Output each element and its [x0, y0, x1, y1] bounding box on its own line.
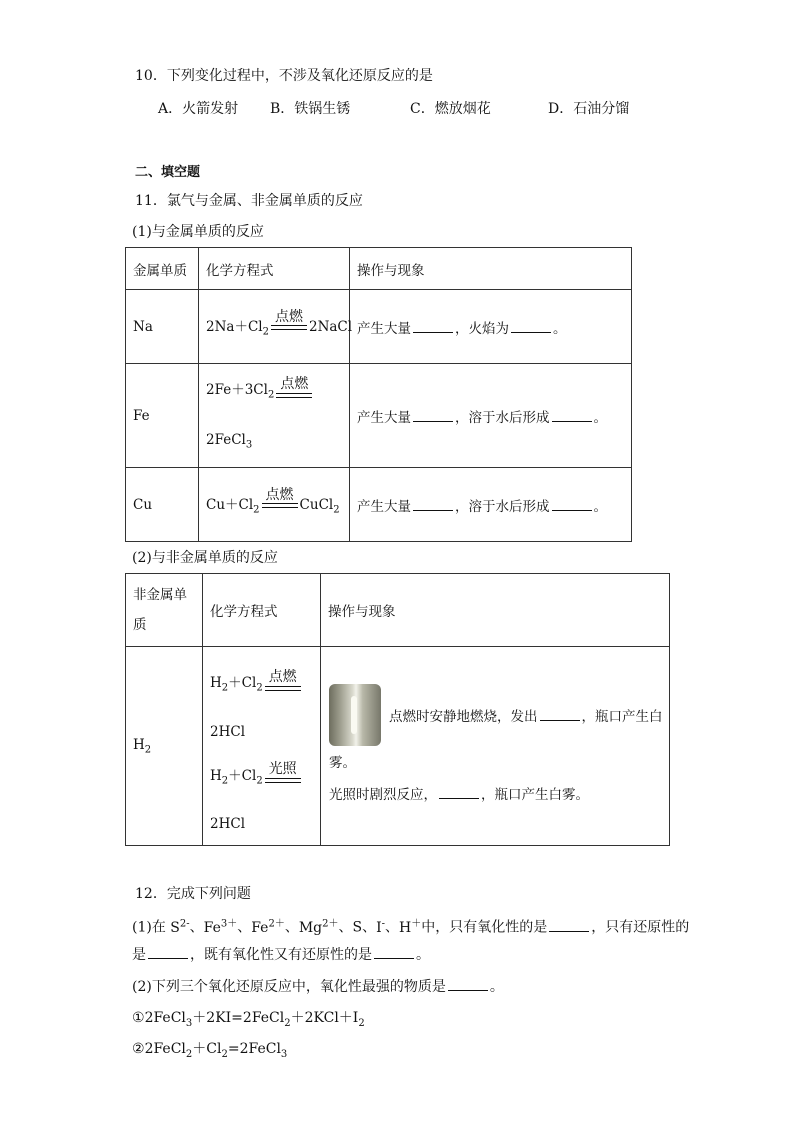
phenomenon-text: 产生大量 — [357, 498, 411, 515]
phenomenon-cell — [350, 290, 632, 364]
ion: $Fe^{2+}$ — [251, 918, 285, 936]
ion: H＋ — [399, 918, 422, 936]
reaction-condition: 点燃 — [268, 668, 297, 685]
q10-option-d[interactable]: D．石油分馏 — [548, 101, 630, 117]
equation-text: 2Fe＋3Cl — [206, 381, 268, 398]
answer-blank[interactable] — [540, 706, 580, 721]
table-row — [126, 647, 670, 846]
q11-stem: 11．氯气与金属、非金属单质的反应 — [135, 193, 363, 209]
double-line-icon — [265, 778, 301, 783]
reaction-condition: 点燃 — [265, 486, 294, 503]
equation-text: 2NaCl — [308, 319, 353, 336]
header-cell: 金属单质 — [126, 248, 199, 290]
subscript: 2 — [267, 389, 275, 401]
q12-part1-line2: 是 ，既有氧化性又有还原性的是 。 — [132, 944, 430, 965]
table-header-row — [126, 248, 632, 290]
reaction-condition: 点燃 — [274, 308, 303, 325]
table-row — [126, 468, 632, 542]
phenomenon-text: 。 — [593, 498, 607, 515]
q11-part2-title: (2)与非金属单质的反应 — [132, 550, 278, 566]
reaction-1: $①2FeCl_3+2KI=2FeCl_2+2KCl+I_2$ — [132, 1010, 365, 1029]
q10-option-b[interactable]: B．铁锅生锈 — [270, 101, 351, 117]
phenomenon-cell — [321, 647, 670, 846]
element-cell — [126, 647, 203, 846]
phenomenon-text: 雾。 — [329, 755, 356, 771]
subscript: 2 — [256, 682, 263, 694]
answer-blank[interactable] — [148, 944, 188, 959]
phenomenon-text: 。 — [553, 320, 567, 337]
subscript: 2 — [256, 775, 263, 787]
subscript: 3 — [245, 439, 253, 451]
double-line-icon — [276, 393, 312, 398]
ion: $S^{2-}$ — [170, 918, 190, 936]
reaction-arrow — [262, 486, 298, 516]
equation — [206, 486, 340, 516]
phenomenon-text: ，溶于水后形成 — [455, 409, 550, 426]
table-row — [126, 290, 632, 364]
equation-cell — [199, 468, 350, 542]
table-row — [126, 364, 632, 468]
circled-number: ② — [132, 1041, 145, 1057]
double-line-icon — [265, 686, 301, 691]
element-text: H — [133, 736, 145, 753]
reaction-arrow — [265, 668, 301, 699]
q12-stem: 12．完成下列问题 — [135, 886, 251, 902]
element-cell: Fe — [126, 364, 199, 468]
phenomenon-text: ，溶于水后形成 — [455, 498, 550, 515]
reaction-condition: 点燃 — [280, 375, 309, 392]
answer-blank[interactable] — [439, 784, 479, 799]
ion: I- — [376, 918, 386, 936]
equation-text: 2HCl — [210, 723, 246, 740]
reaction-arrow — [271, 308, 307, 338]
equation-text: 2HCl — [210, 816, 246, 833]
equation-cell — [199, 290, 353, 364]
phenomenon-text: ，瓶口产生白雾。 — [481, 787, 589, 803]
phenomenon-text: 光照时剧烈反应， — [329, 787, 437, 803]
ion: $Fe^{3+}$ — [203, 918, 238, 936]
phenomenon-text: 产生大量 — [357, 320, 411, 337]
phenomenon-cell — [350, 364, 632, 468]
equation-text: H — [210, 675, 222, 691]
answer-blank[interactable] — [511, 318, 551, 333]
answer-blank[interactable] — [552, 407, 592, 422]
section-title: 二、填空题 — [135, 165, 201, 180]
subscript: 2 — [333, 504, 340, 516]
answer-blank[interactable] — [549, 917, 589, 932]
test-tube-photo — [329, 684, 381, 746]
equation-text: H — [210, 767, 222, 784]
double-line-icon — [262, 503, 298, 508]
phenomenon-text: 。 — [593, 409, 607, 426]
phenomenon-text: 产生大量 — [357, 409, 411, 426]
answer-blank[interactable] — [448, 976, 488, 991]
q12-part2: (2)下列三个氧化还原反应中，氧化性最强的物质是 。 — [132, 976, 504, 997]
element-cell: Cu — [126, 468, 199, 542]
equation-text: Cu＋Cl — [206, 497, 254, 514]
reaction-arrow — [265, 761, 301, 791]
circled-number: ① — [132, 1010, 145, 1026]
equation-cell — [203, 647, 321, 846]
table-header-row — [126, 574, 670, 647]
answer-blank[interactable] — [413, 318, 453, 333]
ion: $Mg^{2+}$ — [298, 918, 339, 936]
subscript: 2 — [262, 326, 269, 338]
subscript: 2 — [144, 744, 152, 756]
phenomenon-text: ，火焰为 — [455, 320, 509, 337]
subscript: 2 — [253, 504, 260, 516]
reaction-2: $②2FeCl_2+Cl_2=2FeCl_3$ — [132, 1041, 288, 1060]
equation-cell — [199, 364, 350, 468]
reaction-condition: 光照 — [268, 761, 297, 778]
equation-text: ＋Cl — [228, 675, 257, 691]
subscript: 2 — [221, 775, 229, 787]
element-cell: Na — [126, 290, 199, 364]
answer-blank[interactable] — [374, 944, 414, 959]
metal-reaction-table — [125, 247, 632, 542]
equation-text: ＋Cl — [228, 767, 257, 784]
subscript: 2 — [221, 682, 229, 694]
double-line-icon — [271, 325, 307, 330]
header-cell: 操作与现象 — [321, 574, 670, 647]
nonmetal-reaction-table — [125, 573, 670, 846]
reaction-arrow — [276, 375, 312, 406]
answer-blank[interactable] — [413, 407, 453, 422]
q12-part1-line1: (1)在 $S^{2-}$、$Fe^{3+}$、$Fe^{2+}$、$Mg^{2+}$、S、I-、H＋中，只有氧化性的是 ，只有还原性的 — [132, 918, 690, 936]
q10-option-c[interactable]: C．燃放烟花 — [410, 101, 491, 117]
ion: S — [352, 919, 363, 936]
q11-part1-title: (1)与金属单质的反应 — [132, 224, 264, 240]
equation-text: CuCl — [299, 497, 334, 514]
phenomenon-text: ，瓶口产生白 — [581, 709, 663, 725]
equation — [206, 308, 353, 338]
phenomenon-text: 点燃时安静地燃烧，发出 — [389, 709, 538, 725]
header-cell: 非金属单质 — [126, 574, 203, 647]
header-cell: 操作与现象 — [350, 248, 632, 290]
q10-stem: 10．下列变化过程中，不涉及氧化还原反应的是 — [135, 68, 433, 84]
answer-blank[interactable] — [552, 496, 592, 511]
phenomenon-cell — [350, 468, 632, 542]
q10-option-a[interactable]: A．火箭发射 — [158, 101, 239, 117]
equation-text: 2FeCl — [206, 431, 246, 448]
equation-text: 2Na＋Cl — [206, 319, 263, 336]
header-cell: 化学方程式 — [203, 574, 321, 647]
header-cell: 化学方程式 — [199, 248, 350, 290]
answer-blank[interactable] — [413, 496, 453, 511]
